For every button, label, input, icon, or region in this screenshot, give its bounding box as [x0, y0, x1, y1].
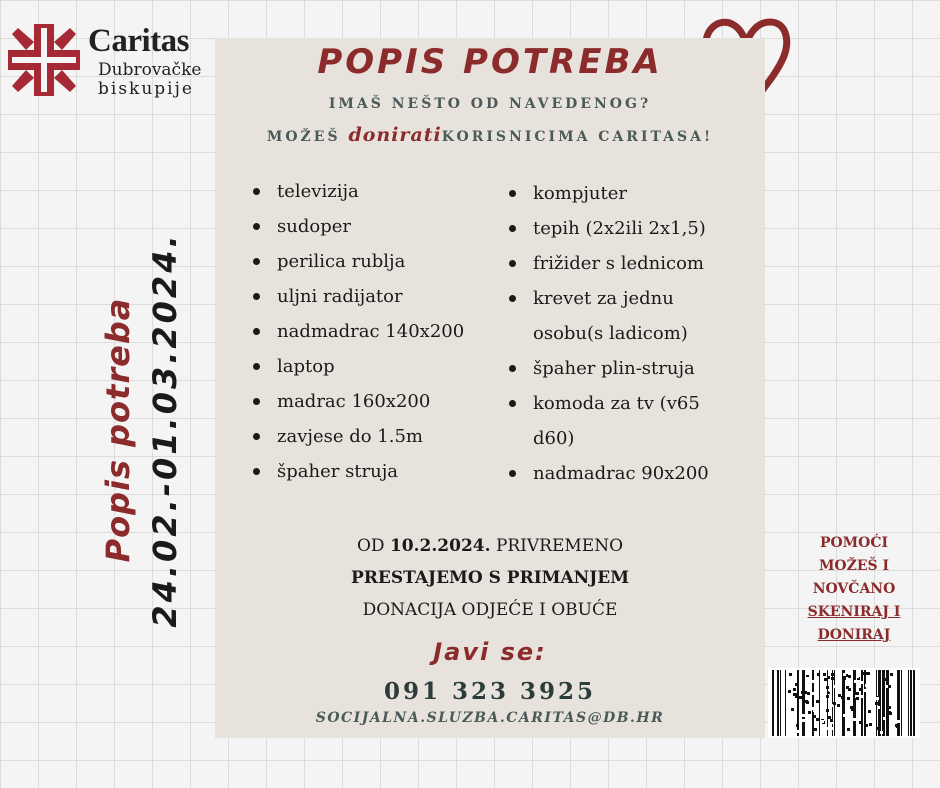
subtitle-donate-end: KORISNICIMA CARITASA! — [441, 129, 714, 145]
list-item: špaher struja — [253, 454, 483, 489]
list-item: nadmadrac 90x200 — [509, 456, 739, 491]
notice-line-1 — [215, 536, 765, 556]
contact-heading: Javi se: — [433, 638, 547, 666]
list-item: sudoper — [253, 209, 483, 244]
list-item: nadmadrac 140x200 — [253, 314, 483, 349]
list-item: zavjese do 1.5m — [253, 419, 483, 454]
subtitle-donate-start: MOŽEŠ — [266, 129, 341, 145]
donate-line-1: POMOĆI — [819, 535, 889, 551]
list-item: kompjuter — [509, 176, 739, 211]
list-item: madrac 160x200 — [253, 384, 483, 419]
notice-date: 10.2.2024. — [389, 536, 491, 556]
donate-line-2: MOŽEŠ I — [818, 558, 890, 574]
needs-list-right — [509, 176, 739, 491]
needs-list-left — [253, 174, 483, 489]
logo-subtitle: Dubrovačke — [98, 60, 202, 80]
list-item: špaher plin-struja — [509, 351, 739, 386]
subtitle-donate-emphasis: donirati — [348, 124, 442, 146]
subtitle-donate — [215, 124, 765, 146]
list-item: krevet za jednu osobu(s ladicom) — [509, 281, 739, 351]
needs-card — [215, 38, 765, 738]
notice-line-3: DONACIJA ODJEĆE I OBUĆE — [362, 600, 618, 620]
vertical-title: Popis potreba — [99, 297, 137, 563]
vertical-date-range: 24.02.-01.03.2024. — [146, 232, 184, 628]
phone-number[interactable]: 091 323 3925 — [383, 678, 597, 705]
logo-subtitle-2: biskupije — [98, 79, 194, 99]
notice-od: OD — [356, 536, 385, 556]
caritas-logo — [8, 22, 208, 102]
money-donation-note — [782, 532, 926, 647]
vertical-date-label — [93, 232, 187, 627]
email-address[interactable]: SOCIJALNA.SLUZBA.CARITAS@DB.HR — [315, 710, 665, 726]
list-item: uljni radijator — [253, 279, 483, 314]
subtitle-question: IMAŠ NEŠTO OD NAVEDENOG? — [328, 96, 652, 112]
notice-temporary: PRIVREMENO — [495, 536, 624, 556]
qr-code-icon[interactable] — [768, 668, 920, 738]
list-item: komoda za tv (v65 d60) — [509, 386, 739, 456]
list-item: perilica rublja — [253, 244, 483, 279]
donate-line-4: SKENIRAJ I — [807, 604, 901, 620]
list-item: tepih (2x2ili 2x1,5) — [509, 211, 739, 246]
notice-line-2: PRESTAJEMO S PRIMANJEM — [350, 568, 630, 588]
donate-line-3: NOVČANO — [812, 581, 896, 597]
list-item: televizija — [253, 174, 483, 209]
page-title: POPIS POTREBA — [317, 42, 663, 82]
list-item: frižider s lednicom — [509, 246, 739, 281]
donate-line-5: DONIRAJ — [817, 627, 891, 643]
list-item: laptop — [253, 349, 483, 384]
caritas-cross-icon — [8, 24, 80, 96]
logo-title: Caritas — [88, 23, 189, 59]
